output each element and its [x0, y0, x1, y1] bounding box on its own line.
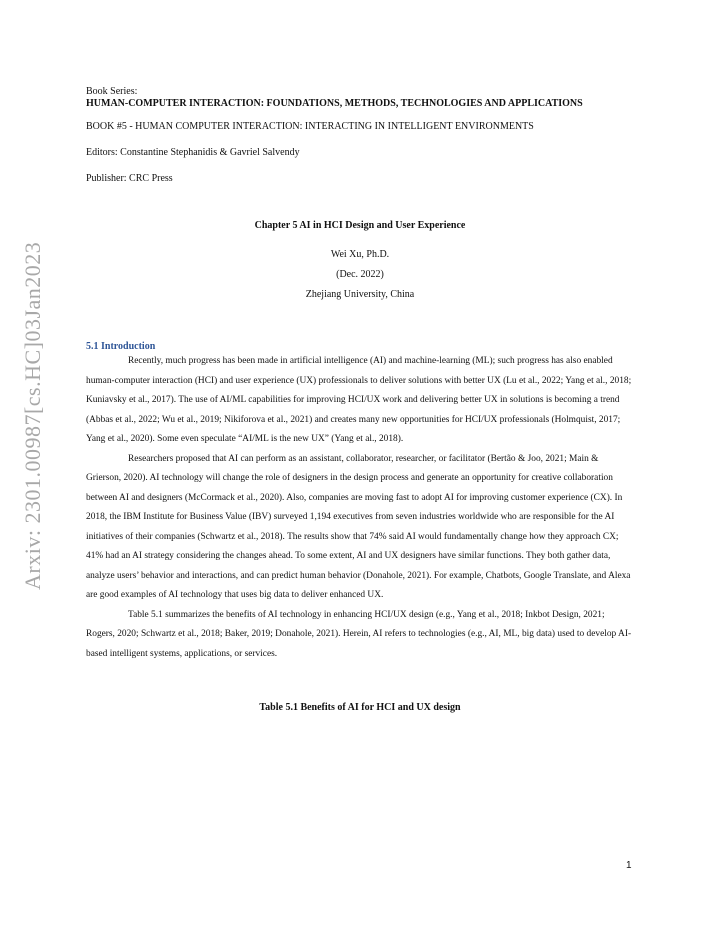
arxiv-stamp: Arxiv: 2301.00987[cs.HC]03Jan2023 [20, 241, 45, 590]
page-number: 1 [626, 860, 632, 871]
paragraph: Table 5.1 summarizes the benefits of AI technology in enhancing HCI/UX design (e.g., Yang et al., 2018; Inkbot Design, 2021; Rogers, 2020; Schwartz et al., 2018; Baker, 2019; Donahole, 2021). Herein, AI refers to technologies (e.g., AI, ML, big data) used to develop AI-based intelligent systems, applications, or services. [86, 609, 632, 659]
editors-line: Editors: Constantine Stephanidis & Gavriel Salvendy [86, 147, 300, 158]
date: (Dec. 2022) [336, 269, 384, 280]
paragraph: Researchers proposed that AI can perform as an assistant, collaborator, researcher, or facilitator (Bertão & Joo, 2021; Main & Grierson, 2020). AI technology will change the role of designers in the design process and generate an opportunity for creative collaboration between AI and designers (McCormack et al., 2020). Also, companies are moving fast to adopt AI for improving customer experience (CX). In 2018, the IBM Institute for Business Value (IBV) surveyed 1,194 executives from seven industries worldwide who are responsible for the AI initiatives of their companies (Schwartz et al., 2018). The results show that 74% said AI would fundamentally change how they approach CX; 41% had an AI strategy considering the changes ahead. To some extent, AI and UX designers have similar functions. They both gather data, analyze users’ behavior and interactions, and can predict human behavior (Donahole, 2021). For example, Chatbots, Google Translate, and Alexa are good examples of AI technology that uses big data to deliver enhanced UX. [86, 453, 631, 600]
section-heading: 5.1 Introduction [86, 341, 156, 352]
publisher-line: Publisher: CRC Press [86, 173, 173, 184]
paragraph: Recently, much progress has been made in artificial intelligence (AI) and machine-learning (ML); such progress has also enabled human-computer interaction (HCI) and user experience (UX) professionals to deliver solutions with better UX (Lu et al., 2022; Yang et al., 2018; Kuniavsky et al., 2017). The use of AI/ML capabilities for improving HCI/UX work and delivering better UX in solutions is becoming a trend (Abbas et al., 2022; Wu et al., 2019; Nikiforova et al., 2021) and creates many new opportunities for HCI/UX professionals (Holmquist, 2017; Yang et al., 2020). Some even speculate “AI/ML is the new UX” (Yang et al., 2018). [86, 356, 632, 444]
affiliation: Zhejiang University, China [305, 289, 415, 300]
book-line: BOOK #5 - HUMAN COMPUTER INTERACTION: INTERACTING IN INTELLIGENT ENVIRONMENTS [86, 121, 534, 132]
chapter-title: Chapter 5 AI in HCI Design and User Experience [254, 220, 466, 231]
series-title: HUMAN-COMPUTER INTERACTION: FOUNDATIONS, METHODS, TECHNOLOGIES AND APPLICATIONS [86, 98, 583, 109]
series-label: Book Series: [86, 86, 138, 97]
author: Wei Xu, Ph.D. [330, 249, 390, 260]
table-caption: Table 5.1 Benefits of AI for HCI and UX design [259, 702, 461, 713]
page-content [86, 86, 634, 713]
